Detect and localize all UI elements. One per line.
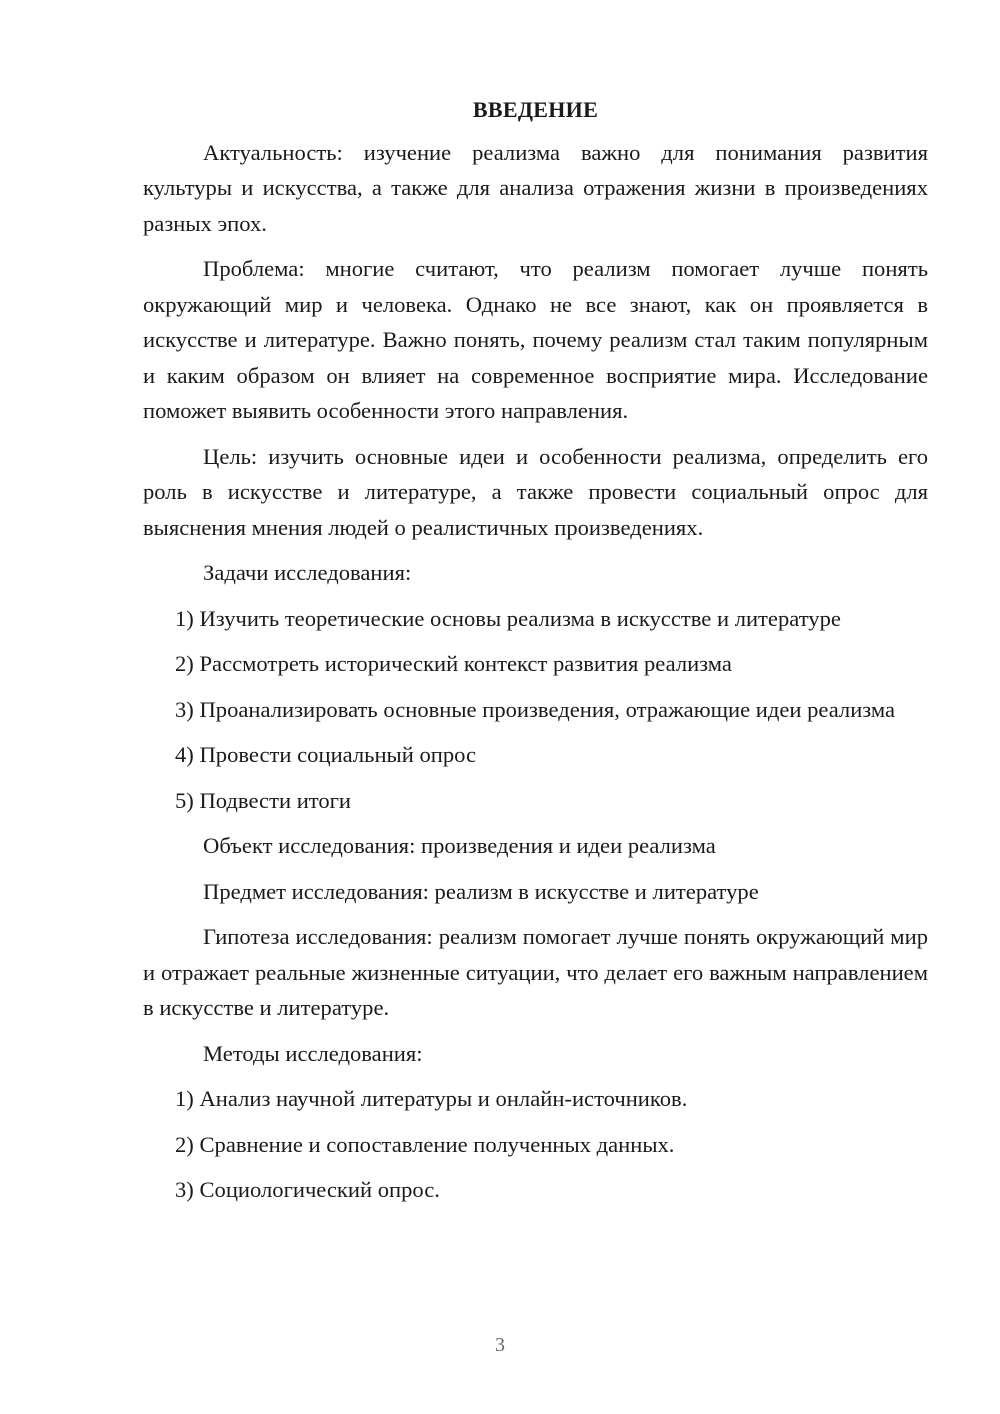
hypothesis-paragraph: Гипотеза исследования: реализм помогает лучше понять окружающий мир и отражает реальные жизненные ситуации, что делает его важным направлением в искусстве и литературе. — [143, 924, 928, 1020]
actuality-paragraph: Актуальность: изучение реализма важно для понимания развития культуры и искусства, а также для анализа отражения жизни в произведениях разных эпох. — [143, 139, 928, 236]
document-page — [143, 92, 928, 1218]
task-item: 4) Провести социальный опрос — [175, 742, 477, 767]
tasks-heading: Задачи исследования: — [203, 560, 412, 585]
page-number: 3 — [495, 1334, 505, 1356]
methods-heading: Методы исследования: — [203, 1040, 423, 1066]
method-item: 2) Сравнение и сопоставление полученных данных. — [175, 1131, 675, 1157]
method-item: 1) Анализ научной литературы и онлайн-источников. — [175, 1086, 688, 1111]
object-paragraph: Объект исследования: произведения и идеи реализма — [203, 833, 716, 858]
task-item: 1) Изучить теоретические основы реализма в искусстве и литературе — [175, 605, 841, 631]
subject-paragraph: Предмет исследования: реализм в искусстве и литературе — [203, 878, 759, 904]
task-item: 2) Рассмотреть исторический контекст развития реализма — [175, 651, 732, 676]
task-item: 3) Проанализировать основные произведения, отражающие идеи реализма — [175, 696, 896, 722]
page-title: ВВЕДЕНИЕ — [472, 97, 599, 122]
goal-paragraph: Цель: изучить основные идеи и особенности реализма, определить его роль в искусстве и литературе, а также провести социальный опрос для выяснения мнения людей о реалистичных произведениях. — [143, 443, 928, 540]
task-item: 5) Подвести итоги — [175, 787, 352, 813]
method-item: 3) Социологический опрос. — [175, 1177, 440, 1202]
problem-paragraph: Проблема: многие считают, что реализм помогает лучше понять окружающий мир и человека. Однако не все знают, как он проявляется в искусстве и литературе. Важно понять, почему реализм стал таким популярным и каким образом он влияет на современное восприятие мира. Исследование поможет выявить особенности этого направления. — [143, 256, 928, 423]
